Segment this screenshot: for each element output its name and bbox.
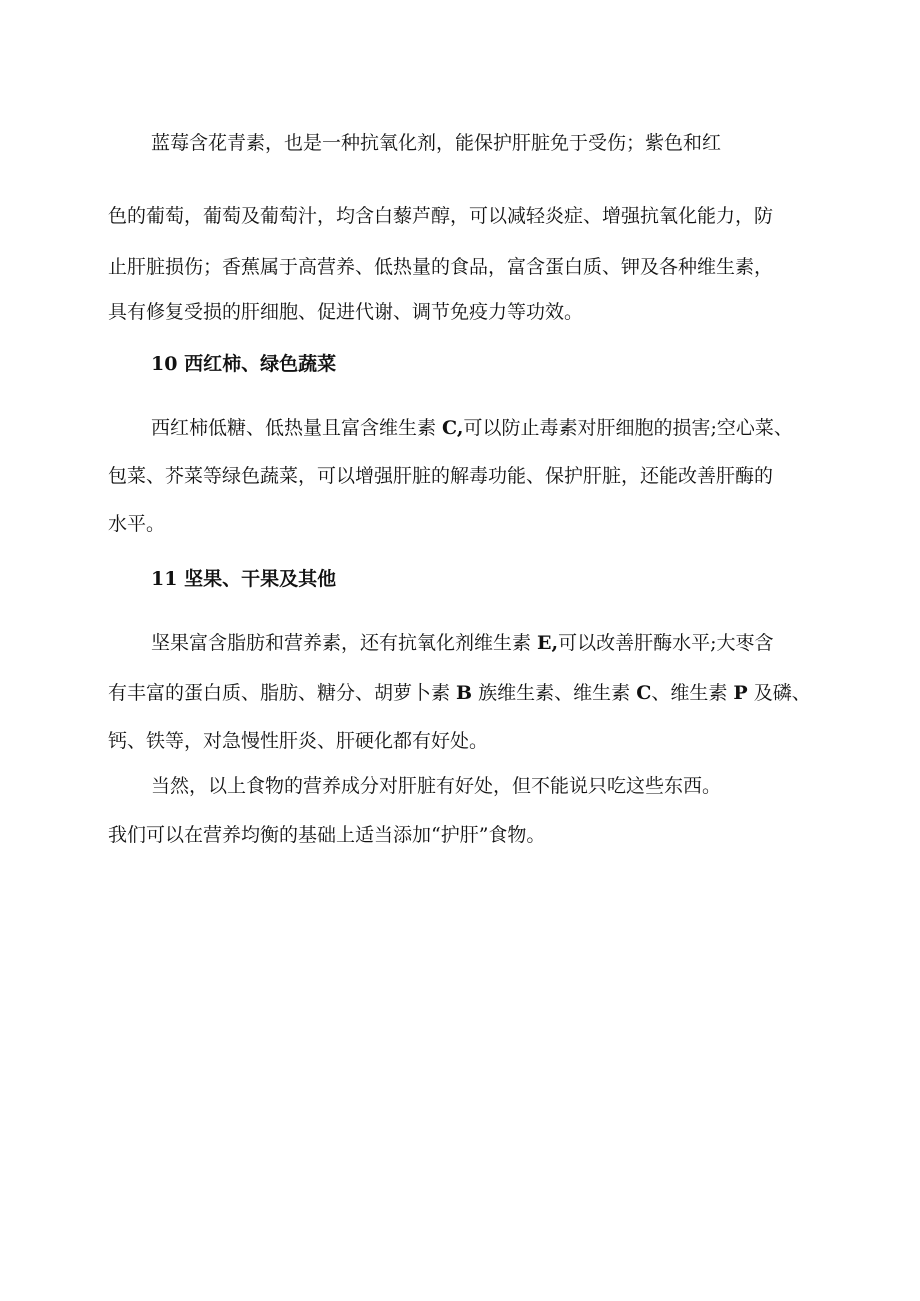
paragraph-2-line-1 <box>151 416 823 440</box>
section-11-heading <box>151 567 823 591</box>
paragraph-3-text: 可以改善肝酶水平;大枣含 <box>558 632 774 654</box>
paragraph-2-line-2: 包菜、芥菜等绿色蔬菜，可以增强肝脏的解毒功能、保护肝脏，还能改善肝酶的 <box>108 465 774 487</box>
paragraph-2-text: 西红柿低糖、低热量且富含维生素 <box>151 417 443 439</box>
paragraph-4-line-2: 我们可以在营养均衡的基础上适当添加“护肝”食物。 <box>108 824 546 846</box>
paragraph-1-line-3: 止肝脏损伤；香蕉属于高营养、低热量的食品，富含蛋白质、钾及各种维生素， <box>108 256 774 278</box>
section-10-number: 10 <box>151 353 178 375</box>
section-10-title: 西红柿、绿色蔬菜 <box>184 353 337 375</box>
paragraph-3-line-1 <box>151 631 823 655</box>
paragraph-1-line-2: 色的葡萄，葡萄及葡萄汁，均含白藜芦醇，可以减轻炎症、增强抗氧化能力，防 <box>108 205 774 227</box>
paragraph-3-text: 及磷、 <box>747 682 811 704</box>
paragraph-3-text: 族维生素、维生素 <box>472 682 637 704</box>
paragraph-3-line-3: 钙、铁等，对急慢性肝炎、肝硬化都有好处。 <box>108 730 489 752</box>
vitamin-b-label: B <box>456 682 473 704</box>
section-11-number: 11 <box>151 568 178 590</box>
paragraph-4-line-1: 当然，以上食物的营养成分对肝脏有好处，但不能说只吃这些东西。 <box>151 775 722 797</box>
section-11-title: 坚果、干果及其他 <box>184 568 337 590</box>
paragraph-3-text: 、维生素 <box>651 682 734 704</box>
vitamin-c-label: C, <box>442 417 464 439</box>
paragraph-1-line-4: 具有修复受损的肝细胞、促进代谢、调节免疫力等功效。 <box>108 301 584 323</box>
paragraph-2-text: 可以防止毒素对肝细胞的损害;空心菜、 <box>463 417 793 439</box>
paragraph-1-line-1: 蓝莓含花青素，也是一种抗氧化剂，能保护肝脏免于受伤；紫色和红 <box>151 132 722 154</box>
paragraph-3-line-2 <box>108 681 823 705</box>
vitamin-c-label: C <box>636 682 652 704</box>
section-10-heading <box>151 352 823 376</box>
paragraph-2-line-3: 水平。 <box>108 513 166 535</box>
vitamin-e-label: E, <box>537 632 559 654</box>
paragraph-3-text: 有丰富的蛋白质、脂肪、糖分、胡萝卜素 <box>108 682 457 704</box>
paragraph-3-text: 坚果富含脂肪和营养素，还有抗氧化剂维生素 <box>151 632 538 654</box>
vitamin-p-label: P <box>733 682 748 704</box>
